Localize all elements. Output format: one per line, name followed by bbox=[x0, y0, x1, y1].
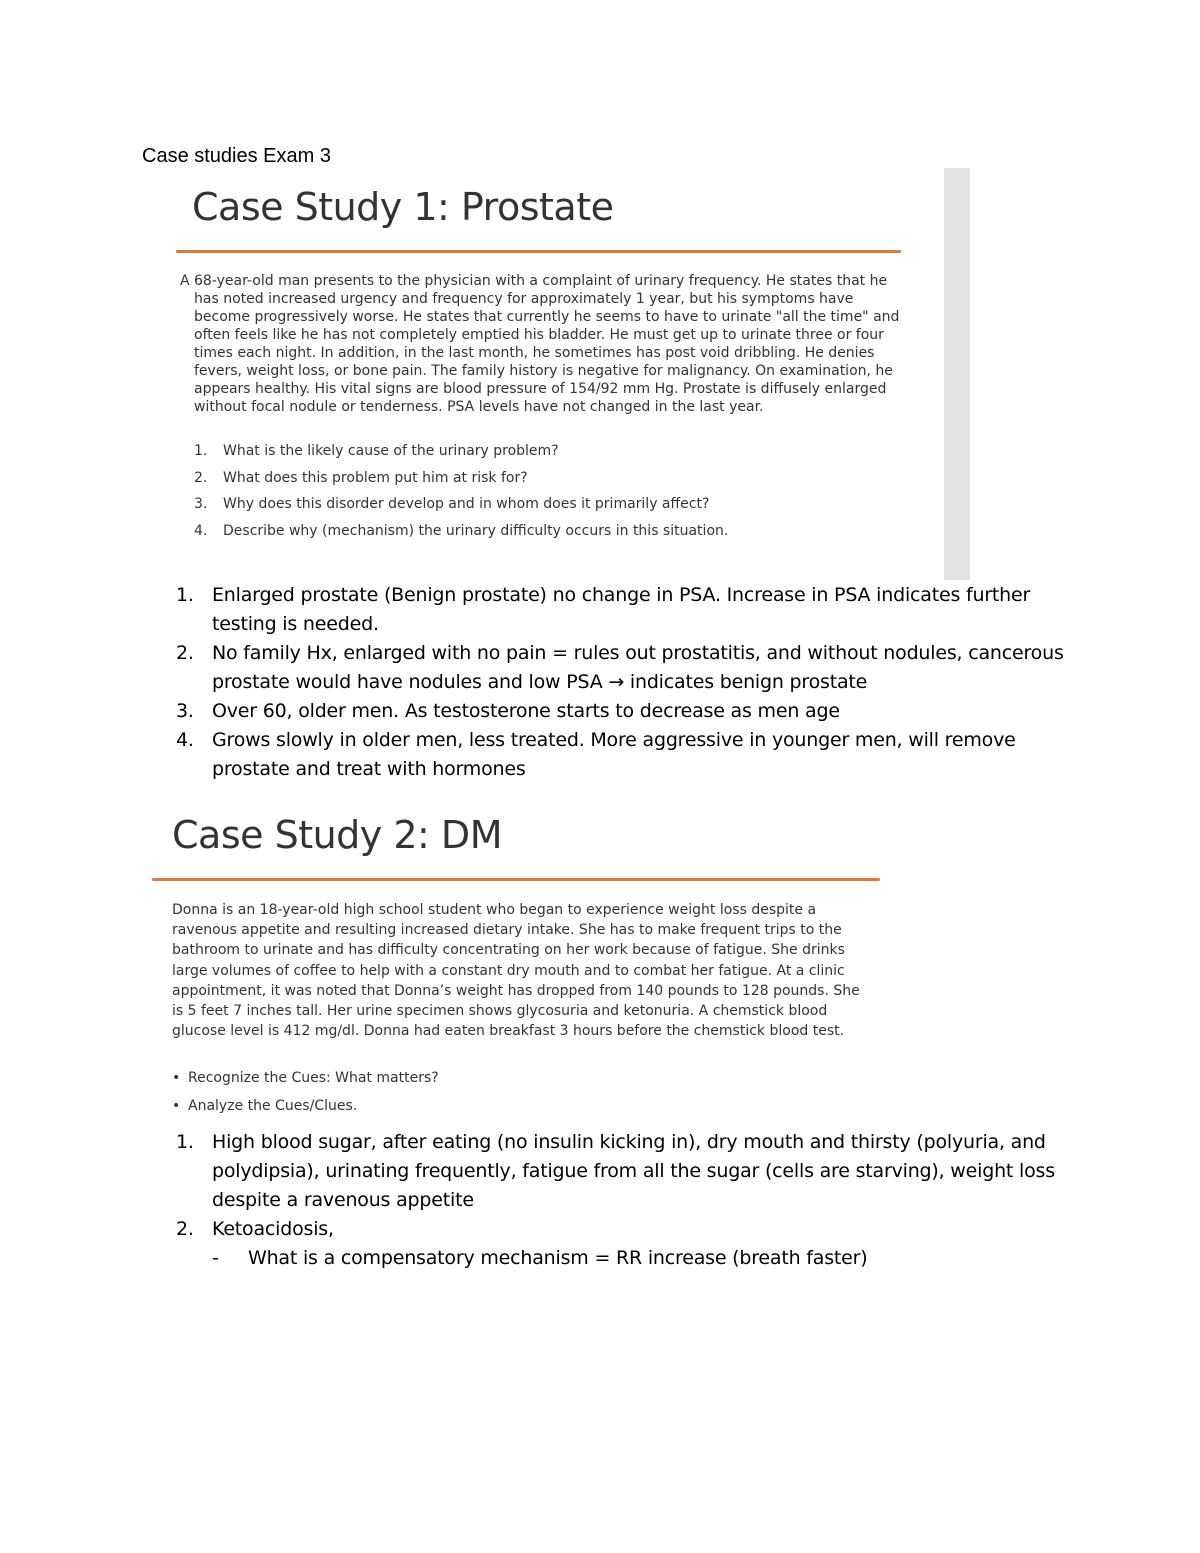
case-study-2-scenario: Donna is an 18-year-old high school student who began to experience weight loss despite a ravenous appetite and resulting increased dietary intake. She has to make frequent trips to the bathroom to urinate and has difficulty concentrating on her work because of fatigue. She drinks large volumes of coffee to help with a constant dry mouth and to combat her fatigue. At a clinic appointment, it was noted that Donna’s weight has dropped from 140 pounds to 128 pounds. She is 5 feet 7 inches tall. Her urine specimen shows glycosuria and ketonuria. A chemstick blood glucose level is 412 mg/dl. Donna had eaten breakfast 3 hours before the chemstick blood test. bbox=[172, 902, 860, 1040]
slide-scrollbar[interactable] bbox=[944, 168, 970, 580]
answer-item: 2. Ketoacidosis, bbox=[176, 1218, 334, 1240]
prompt-item: • Recognize the Cues: What matters? bbox=[172, 1070, 439, 1086]
answer-item: 2. No family Hx, enlarged with no pain = rules out prostatitis, and without nodules, cancerous prostate would have nodules and low PSA → indicates benign prostate bbox=[176, 642, 1064, 693]
question-item: 2. What does this problem put him at risk for? bbox=[194, 469, 528, 486]
question-item: 4. Describe why (mechanism) the urinary difficulty occurs in this situation. bbox=[194, 522, 729, 539]
slide-title-rule bbox=[176, 250, 901, 253]
case-study-2-answers bbox=[176, 1128, 1076, 1273]
answer-item: 3. Over 60, older men. As testosterone starts to decrease as men age bbox=[176, 700, 840, 722]
sub-answer-item: - What is a compensatory mechanism = RR increase (breath faster) bbox=[212, 1247, 868, 1269]
case-study-1-answers bbox=[176, 581, 1066, 784]
slide-title-rule bbox=[152, 878, 880, 881]
answer-item: 1. High blood sugar, after eating (no insulin kicking in), dry mouth and thirsty (polyuria, and polydipsia), urinating frequently, fatigue from all the sugar (cells are starving), weight loss despite a ravenous appetite bbox=[176, 1131, 1055, 1211]
case-study-2-prompts bbox=[172, 1068, 439, 1124]
case-study-1-title: Case Study 1: Prostate bbox=[192, 185, 614, 229]
case-study-1-slide bbox=[142, 170, 942, 580]
case-study-1-questions bbox=[194, 440, 894, 546]
answer-item: 1. Enlarged prostate (Benign prostate) no change in PSA. Increase in PSA indicates further testing is needed. bbox=[176, 584, 1031, 635]
case-study-2-title: Case Study 2: DM bbox=[172, 813, 502, 857]
case-study-2-slide bbox=[152, 806, 882, 1124]
question-item: 3. Why does this disorder develop and in whom does it primarily affect? bbox=[194, 496, 710, 512]
answer-item: 4. Grows slowly in older men, less treated. More aggressive in younger men, will remove prostate and treat with hormones bbox=[176, 729, 1016, 780]
prompt-item: • Analyze the Cues/Clues. bbox=[172, 1098, 358, 1114]
case-study-1-scenario: A 68-year-old man presents to the physician with a complaint of urinary frequency. He states that he has noted increased urgency and frequency for approximately 1 year, but his symptoms have become progressively worse. He states that currently he seems to have to urinate "all the time" and often feels like he has not completely emptied his bladder. He must get up to urinate three or four times each night. In addition, in the last month, he sometimes has post void dribbling. He denies fevers, weight loss, or bone pain. The family history is negative for malignancy. On examination, he appears healthy. His vital signs are blood pressure of 154/92 mm Hg. Prostate is diffusely enlarged without focal nodule or tenderness. PSA levels have not changed in the last year. bbox=[180, 273, 900, 415]
question-item: 1. What is the likely cause of the urinary problem? bbox=[194, 443, 559, 459]
document-title: Case studies Exam 3 bbox=[142, 145, 331, 167]
